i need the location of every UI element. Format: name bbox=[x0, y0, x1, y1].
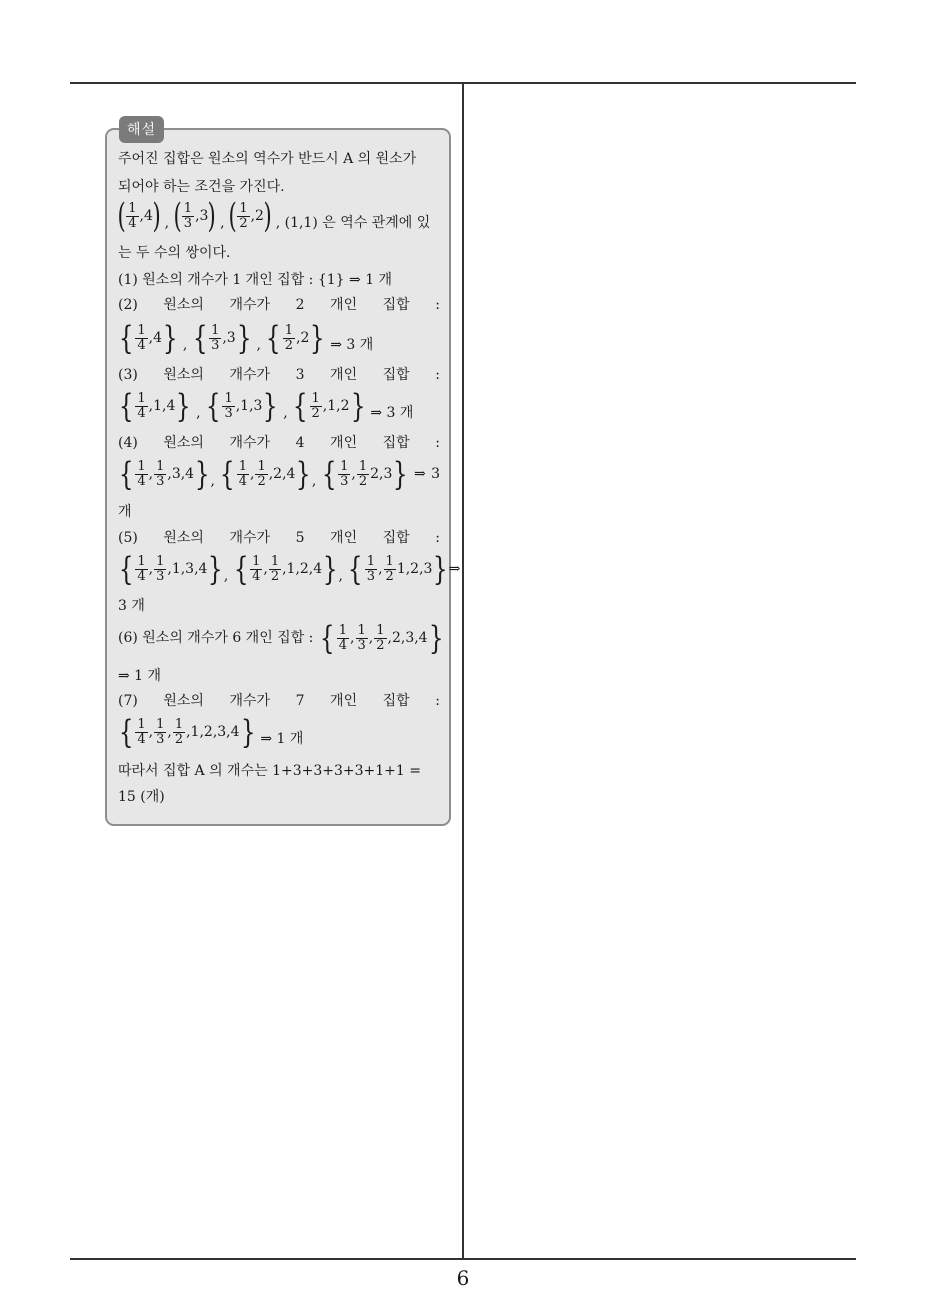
case-2-heading: (2) 원소의 개수가 2 개인 집합 : bbox=[118, 297, 440, 313]
case-1: (1) 원소의 개수가 1 개인 집합 : {1} ⇒ 1 개 bbox=[118, 272, 393, 288]
case-2-sets: { 1 4 ,4 } , { 1 3 ,3 } , { 1 2 ,2 } ⇒ 3 개 bbox=[118, 319, 374, 357]
case-6-result: ⇒ 1 개 bbox=[118, 668, 162, 684]
case-3-heading: (3) 원소의 개수가 3 개인 집합 : bbox=[118, 367, 440, 383]
page-number: 6 bbox=[456, 1266, 470, 1290]
conclusion-line-1: 따라서 집합 A 의 개수는 1+3+3+3+3+1+1 = bbox=[118, 763, 421, 779]
case-7-sets: { 1 4 , 1 3 , 1 2 ,1,2,3,4 } ⇒ 1 개 bbox=[118, 713, 304, 751]
column-divider bbox=[462, 82, 464, 1260]
case-6: (6) 원소의 개수가 6 개인 집합 : { 1 4 , 1 3 , 1 2 ,2,3,4 } bbox=[118, 619, 444, 657]
reciprocal-pairs-line: ( 1 4 ,4 ) , ( 1 3 ,3 ) , ( 1 2 ,2 ) , (1,1) 은 역수 관계에 있 bbox=[117, 196, 431, 236]
pair-one: 1,1 bbox=[290, 215, 313, 231]
conclusion-line-2: 15 (개) bbox=[118, 789, 165, 805]
pair-third: ( 1 3 ,3 ) bbox=[173, 196, 217, 236]
case-5-sets: { 1 4 , 1 3 ,1,3,4 } , { 1 4 , 1 2 ,1,2,4 } , { 1 3 , 1 2 1,2,3 } ⇒ bbox=[118, 550, 461, 588]
intro-line-1: 주어진 집합은 원소의 역수가 반드시 A 의 원소가 bbox=[118, 151, 417, 167]
case-4-heading: (4) 원소의 개수가 4 개인 집합 : bbox=[118, 435, 440, 451]
case-3-sets: { 1 4 ,1,4 } , { 1 3 ,1,3 } , { 1 2 ,1,2 } ⇒ 3 개 bbox=[118, 387, 414, 425]
pair-half: ( 1 2 ,2 ) bbox=[228, 196, 272, 236]
case-7-heading: (7) 원소의 개수가 7 개인 집합 : bbox=[118, 693, 440, 709]
solution-tab: 해설 bbox=[119, 116, 164, 143]
case-5-heading: (5) 원소의 개수가 5 개인 집합 : bbox=[118, 530, 440, 546]
case-4-sets: { 1 4 , 1 3 ,3,4 } , { 1 4 , 1 2 ,2,4 } , { 1 3 , 1 2 2,3 } ⇒ 3 bbox=[118, 455, 440, 493]
intro-line-4: 는 두 수의 쌍이다. bbox=[118, 245, 231, 261]
case-5-result: 3 개 bbox=[118, 598, 145, 614]
pair-quarter: ( 1 4 ,4 ) bbox=[117, 196, 161, 236]
case-4-unit: 개 bbox=[118, 504, 132, 520]
intro-line-2: 되어야 하는 조건을 가진다. bbox=[118, 179, 285, 195]
footer-rule bbox=[70, 1258, 856, 1260]
